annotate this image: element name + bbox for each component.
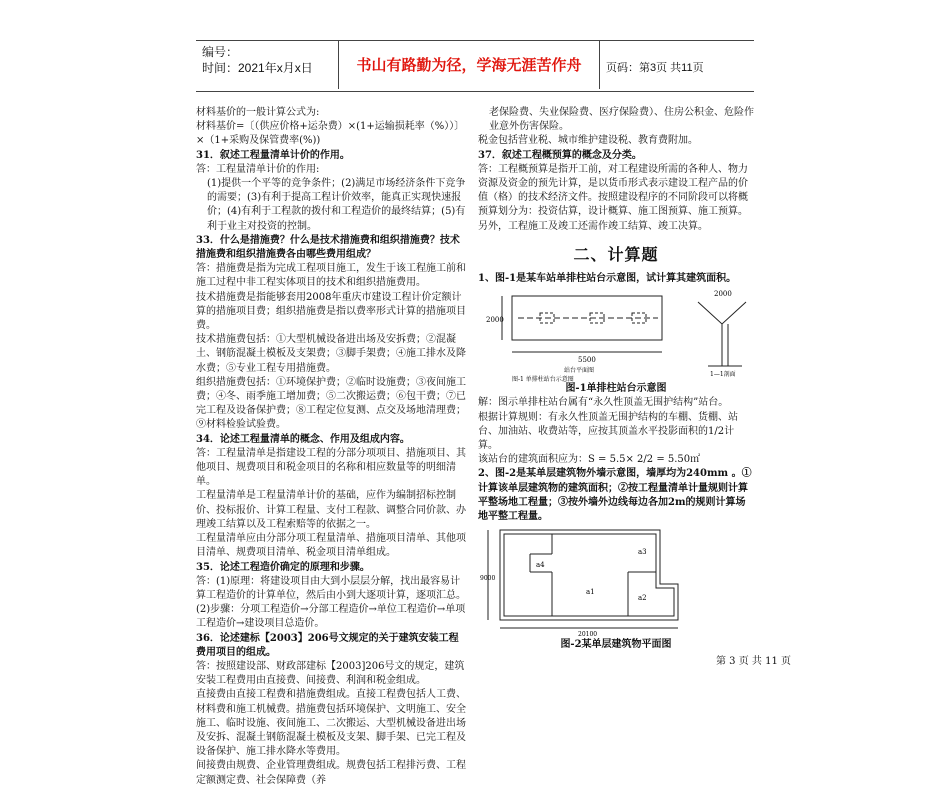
canopy-section (698, 302, 746, 324)
header-motto: 书山有路勤为径，学海无涯苦作舟 (338, 41, 600, 89)
dim-2000-top: 2000 (714, 290, 732, 299)
question-heading: 37．叙述工程概预算的概念及分类。 (478, 149, 642, 161)
paragraph: 税金包括营业税、城市维护建设税、教育费附加。 (478, 135, 698, 147)
dim-5500: 5500 (578, 356, 596, 365)
figure-1-diagram (478, 286, 754, 382)
dim-9000: 9000 (480, 575, 496, 583)
paragraph: 直接费由直接工程费和措施费组成。直接工程费包括人工费、材料费和施工机械费。措施费包括环境保护、文明施工、安全施工、临时设施、夜间施工、二次搬运、大型机械设备进出场及安拆、混凝土钢筋混凝土模板及支架、脚手架、已完工程及设备保护、施工排水降水等费用。 (196, 689, 466, 758)
section-label: 1—1剖面 (710, 371, 736, 379)
answer-text: 答：工程量清单是指建设工程的分部分项项目、措施项目、其他项目、规费项目和税金项目的名称和相应数量等的明细清单。 (196, 447, 466, 488)
page-footer: 第 3 页 共 11 页 (716, 656, 791, 667)
right-column (478, 106, 754, 652)
paragraph: 根据计算规则：有永久性顶盖无围护结构的车棚、货棚、站台、加油站、收费站等，应按其顶盖水平投影面积的1/2计算。 (478, 411, 738, 452)
header-meta (202, 41, 340, 94)
paragraph: 组织措施费包括：①环境保护费；②临时设施费；③夜间施工费；④冬、雨季施工增加费；⑤二次搬运费；⑥包干费；⑦已完工程及设备保护费；⑧工程定位复测、点交及场地清理费；⑨材料检验试验费。 (196, 376, 466, 431)
figure-2-caption: 图-2某单层建筑物平面图 (560, 639, 672, 651)
outer-wall (500, 530, 678, 620)
figure-1-caption: 图-1单排柱站台示意图 (565, 383, 667, 395)
question-heading: 33．什么是措施费？什么是技术措施费和组织措施费？技术措施费和组织措施费各由哪些费用组成？ (196, 234, 460, 261)
paragraph: 解：图示单排柱站台属有“永久性顶盖无围护结构”站台。 (478, 397, 729, 409)
page-header (196, 40, 754, 92)
paragraph: 材料基价的一般计算公式为: (196, 107, 320, 118)
figure-small-caption: 图-1 单排柱站台示意图 (512, 376, 574, 383)
dim-2000-left: 2000 (486, 316, 504, 325)
answer-text: (1)提供一个平等的竞争条件；(2)满足市场经济条件下竞争的需要；(3)有利于提高工程计价效率，能真正实现快速报价；(4)有利于工程款的拨付和工程造价的最终结算；(5)有利于业主对投资的控制。 (207, 178, 466, 232)
question-heading: 35．论述工程造价确定的原理和步骤。 (196, 561, 370, 573)
paragraph: 工程量清单是工程量清单计价的基础，应作为编制招标控制价、投标报价、计算工程量、支付工程款、调整合同价款、办理竣工结算以及工程索赔等的依据之一。 (196, 490, 466, 530)
answer-text: 答：措施费是指为完成工程项目施工，发生于该工程施工前和施工过程中非工程实体项目的技术和组织措施费用。 (196, 263, 466, 289)
header-number: 编号： (202, 45, 239, 59)
paragraph: 该站台的建筑面积应为：S = 5.5× 2/2 = 5.50㎡ (478, 454, 701, 466)
paragraph: 间接费由规费、企业管理费组成。规费包括工程排污费、工程定额测定费、社会保障费（养 (196, 760, 466, 786)
left-column (196, 106, 468, 788)
paragraph: 工程量清单应由分部分项工程量清单、措施项目清单、其他项目清单、规费项目清单、税金项目清单组成。 (196, 533, 466, 559)
figure-2-floor-plan (478, 524, 754, 638)
question-heading: 1、图-1是某车站单排柱站台示意图，试计算其建筑面积。 (478, 273, 737, 285)
room-a3: a3 (638, 548, 647, 557)
header-page: 页码：第3页 共11页 (606, 62, 704, 74)
answer-text: 答：工程量清单计价的作用: (196, 163, 320, 175)
header-time: 时间：2021年x月x日 (202, 61, 313, 75)
paragraph: 技术措施费是指能够套用2008年重庆市建设工程计价定额计算的措施项目费；组织措施费是指以费率形式计算的措施项目费。 (196, 291, 466, 332)
formula: 材料基价=〔（供应价格+运杂费）×(1+运输损耗率（%））〕×（1+采购及保管费率(%)) (196, 121, 465, 147)
answer-text: 答：工程概预算是指开工前，对工程建设所需的各种人、物力资源及资金的预先计算，是以货币形式表示建设工程产品的价值（格）的技术经济文件。按照建设程序的不同阶段可以将概预算划分为：投资估算，设计概算、施工图预算、施工预算。另外，工程施工及竣工还需作竣工结算、竣工决算。 (478, 163, 748, 232)
question-heading: 31．叙述工程量清单计价的作用。 (196, 149, 350, 161)
dim-20100: 20100 (578, 631, 598, 639)
question-heading: 36．论述建标【2003】206号文规定的关于建筑安装工程费用项目的组成。 (196, 632, 459, 658)
answer-text: 答：(1)原理：将建设项目由大到小层层分解，找出最容易计算工程造价的计算单位，然后由小到大逐项计算，逐项汇总。(2)步骤：分项工程造价→分部工程造价→单位工程造价→单项工程造价→建设项目总造价。 (196, 575, 466, 630)
paragraph: 老保险费、失业保险费、医疗保险费）、住房公积金、危险作业意外伤害保险。 (489, 107, 754, 133)
paragraph: 技术措施费包括：①大型机械设备进出场及安拆费；②混凝土、钢筋混凝土模板及支架费；③脚手架费；④施工排水及降水费；⑤专业工程专用措施费。 (196, 334, 466, 374)
question-heading: 34．论述工程量清单的概念、作用及组成内容。 (196, 433, 410, 445)
answer-text: 答：按照建设部、财政部建标【2003]206号文的规定，建筑安装工程费用由直接费、间接费、利润和税金组成。 (196, 660, 465, 687)
question-heading: 2、图-2是某单层建筑物外墙示意图，墙厚均为240mm 。①计算该单层建筑物的建筑面积；②按工程量清单计量规则计算平整场地工程量；③按外墙外边线每边各加2m的规则计算场地平整工程量。 (478, 468, 752, 523)
section-title: 二、计算题 (573, 244, 659, 264)
room-a2: a2 (638, 594, 647, 603)
room-a1: a1 (586, 588, 595, 597)
plan-label: 站台平面图 (564, 367, 595, 375)
room-a4: a4 (536, 561, 545, 570)
